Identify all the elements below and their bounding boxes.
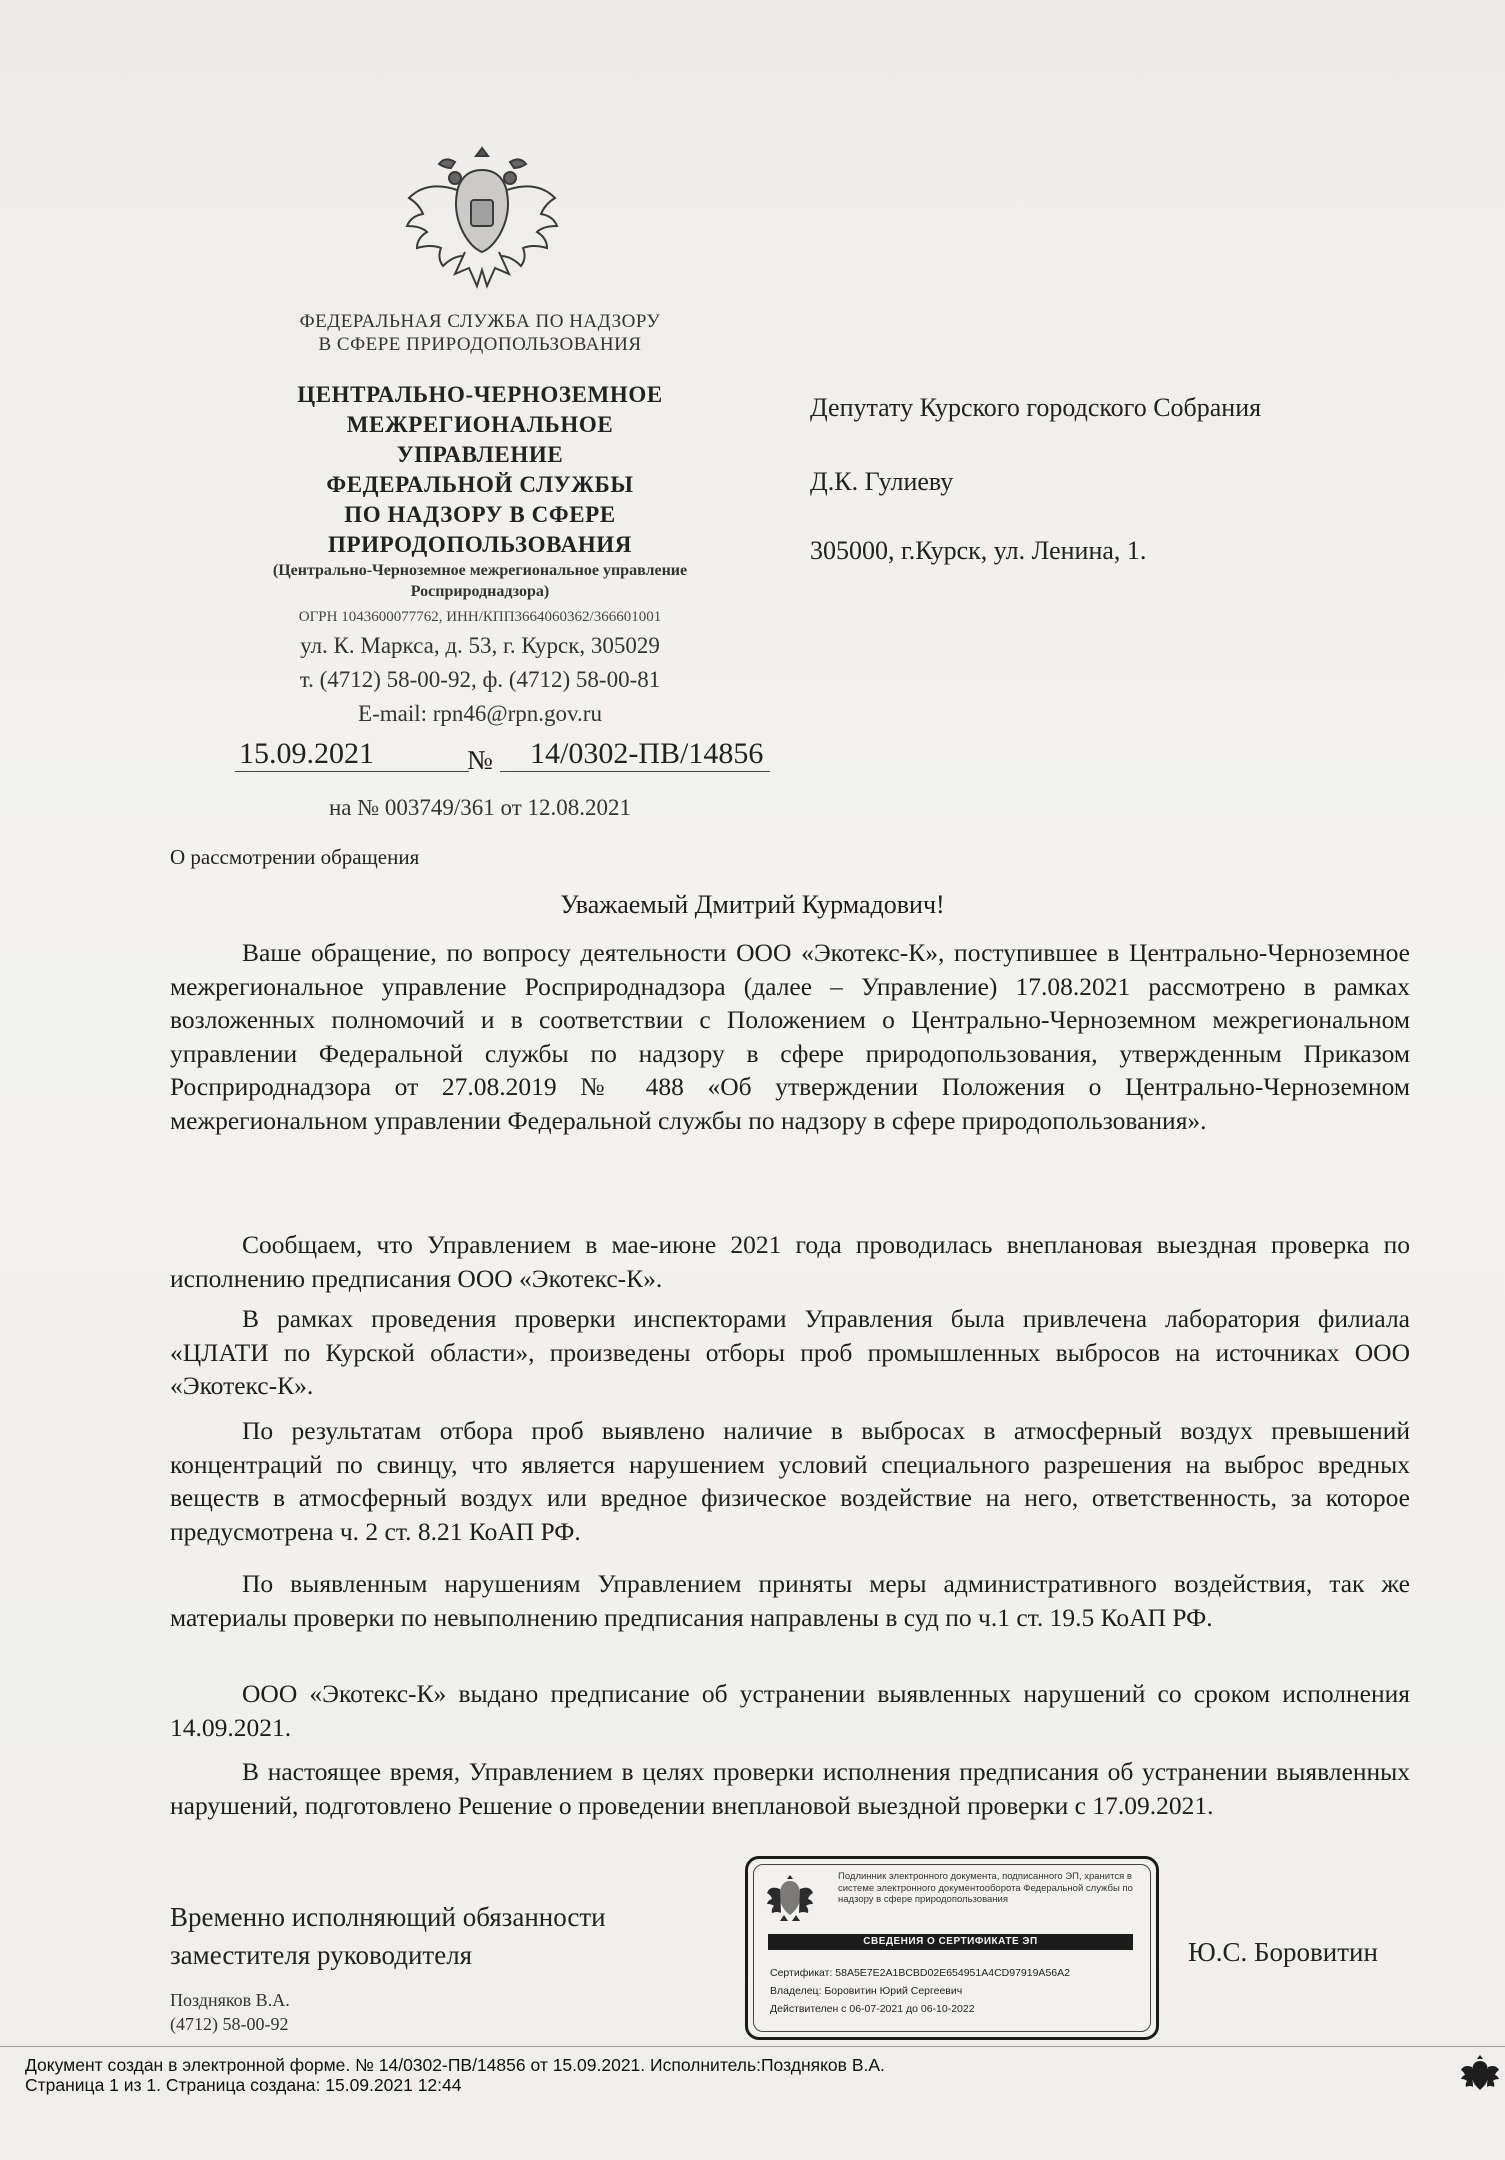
recipient-address: 305000, г.Курск, ул. Ленина, 1.: [810, 536, 1147, 565]
agency-name-small: [230, 310, 730, 356]
signer-position-line: Временно исполняющий обязанности: [170, 1902, 606, 1932]
recipient-title: Депутату Курского городского Собрания: [810, 393, 1262, 422]
org-name-line: ПО НАДЗОРУ В СФЕРЕ: [344, 502, 616, 527]
signer-position: [170, 1898, 606, 1974]
greeting: Уважаемый Дмитрий Курмадович!: [560, 890, 945, 919]
org-name-line: МЕЖРЕГИОНАЛЬНОЕ: [346, 412, 614, 437]
body-paragraph: [170, 1302, 1410, 1403]
paragraph-text: По результатам отбора проб выявлено наличие в выбросах в атмосферный воздух превышений концентраций по свинцу, что является нарушением условий специального разрешения на выброс вредных веществ в атмосферный воздух или вредное физическое воздействие на него, ответственность, за которое предусмотрена ч. 2 ст. 8.21 КоАП РФ.: [170, 1416, 1410, 1546]
paragraph-text: В настоящее время, Управлением в целях проверки исполнения предписания об устранении выявленных нарушений, подготовлено Решение о проведении внеплановой выездной проверки с 17.09.2021.: [170, 1757, 1410, 1820]
number-sign: №: [467, 745, 493, 775]
footer-line: Документ создан в электронной форме. № 14/0302-ПВ/14856 от 15.09.2021. Исполнитель:Поздняков В.А.: [25, 2055, 885, 2075]
org-phone: т. (4712) 58-00-92, ф. (4712) 58-00-81: [299, 667, 661, 692]
body-paragraph: [170, 1567, 1410, 1634]
performer-phone: (4712) 58-00-92: [170, 2014, 289, 2034]
reply-reference: на № 003749/361 от 12.08.2021: [328, 795, 632, 820]
org-short-name: [180, 560, 780, 602]
org-short-line: (Центрально-Черноземное межрегиональное управление: [272, 562, 688, 579]
performer-name: Поздняков В.А.: [170, 1990, 290, 2010]
org-name-line: УПРАВЛЕНИЕ: [396, 442, 564, 467]
ogrn-inn: ОГРН 1043600077762, ИНН/КПП3664060362/366601001: [298, 609, 662, 625]
document-footer: [25, 2055, 885, 2095]
double-headed-eagle-icon: [395, 140, 570, 300]
signer-position-line: заместителя руководителя: [170, 1940, 473, 1970]
footer-divider: [0, 2046, 1505, 2047]
paragraph-text: Сообщаем, что Управлением в мае-июне 2021 года проводилась внеплановая выездная проверка по исполнению предписания ООО «Экотекс-К».: [170, 1230, 1410, 1293]
body-paragraph: [170, 1677, 1410, 1744]
org-name-line: ФЕДЕРАЛЬНОЙ СЛУЖБЫ: [326, 472, 634, 497]
letter-number: 14/0302-ПВ/14856: [500, 737, 770, 772]
letter-date: 15.09.2021: [235, 737, 469, 772]
double-headed-eagle-icon: [766, 1871, 814, 1923]
paragraph-text: Ваше обращение, по вопросу деятельности ООО «Экотекс-К», поступившее в Центрально-Черноземное межрегиональное управление Росприроднадзора (далее – Управление) 17.08.2021 рассмотрено в рамках возложенных полномочий и в соответствии с Положением о Центрально-Черноземном межрегиональном управлении Федеральной службы по надзору в сфере природопользования, утвержденным Приказом Росприроднадзора от 27.08.2019 № 488 «Об утверждении Положения о Центрально-Черноземном межрегиональном управлении Федеральной службы по надзору в сфере природопользования».: [170, 938, 1410, 1135]
paragraph-text: По выявленным нарушениям Управлением приняты меры административного воздействия, так же материалы проверки по невыполнению предписания направлены в суд по ч.1 ст. 19.5 КоАП РФ.: [170, 1569, 1410, 1632]
stamp-certificate-header: СВЕДЕНИЯ О СЕРТИФИКАТЕ ЭП: [768, 1934, 1133, 1950]
org-name-line: ПРИРОДОПОЛЬЗОВАНИЯ: [327, 532, 633, 557]
org-email: E-mail: rpn46@rpn.gov.ru: [358, 701, 602, 726]
body-paragraph: [170, 1755, 1410, 1822]
signer-name: Ю.С. Боровитин: [1188, 1937, 1378, 1967]
org-address: ул. К. Маркса, д. 53, г. Курск, 305029: [300, 633, 660, 658]
letter-subject: О рассмотрении обращения: [170, 845, 420, 869]
paragraph-text: ООО «Экотекс-К» выдано предписание об устранении выявленных нарушений со сроком исполнения 14.09.2021.: [170, 1679, 1410, 1742]
body-paragraph: [170, 1414, 1410, 1548]
stamp-owner: Владелец: Боровитин Юрий Сергеевич: [770, 1985, 963, 1997]
stamp-certificate: Сертификат: 58A5E7E2A1BCBD02E654951A4CD97919A56A2: [770, 1967, 1070, 1979]
org-name-line: ЦЕНТРАЛЬНО-ЧЕРНОЗЕМНОЕ: [297, 382, 663, 407]
org-short-line: Росприроднадзора): [410, 583, 550, 600]
stamp-note: Подлинник электронного документа, подписанного ЭП, хранится в системе электронного документооборота Федеральной службы по надзору в сфере природопользования: [838, 1871, 1133, 1905]
electronic-signature-stamp: [745, 1856, 1159, 2040]
recipient-name: Д.К. Гулиеву: [810, 467, 954, 496]
body-paragraph: [170, 936, 1410, 1137]
agency-name-line: ФЕДЕРАЛЬНАЯ СЛУЖБА ПО НАДЗОРУ: [299, 311, 661, 332]
org-name: [175, 380, 785, 560]
double-headed-eagle-icon: [1460, 2052, 1500, 2097]
agency-name-line: В СФЕРЕ ПРИРОДОПОЛЬЗОВАНИЯ: [318, 334, 642, 355]
footer-line: Страница 1 из 1. Страница создана: 15.09.2021 12:44: [25, 2075, 462, 2095]
stamp-validity: Действителен с 06-07-2021 до 06-10-2022: [770, 2003, 975, 2015]
paragraph-text: В рамках проведения проверки инспекторами Управления была привлечена лаборатория филиала «ЦЛАТИ по Курской области», произведены отборы проб промышленных выбросов на источниках ООО «Экотекс-К».: [170, 1304, 1410, 1400]
body-paragraph: [170, 1228, 1410, 1295]
